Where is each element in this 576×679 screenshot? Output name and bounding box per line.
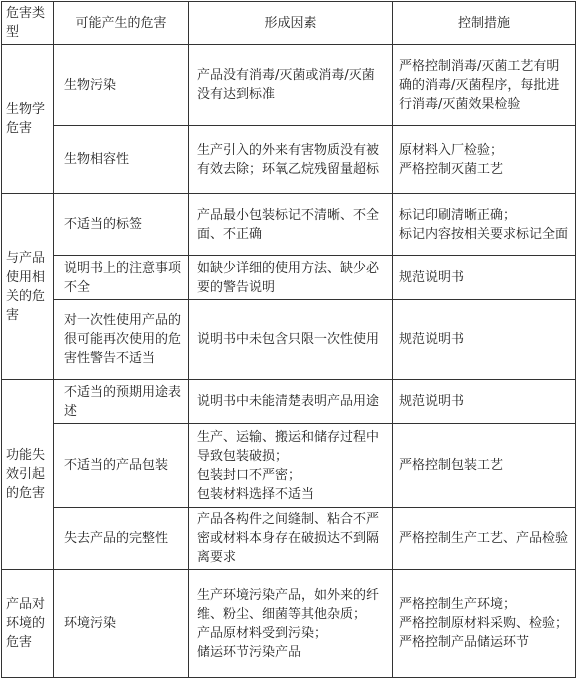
control-line: 原材料入厂检验； — [399, 142, 504, 158]
control-cell: 规范说明书 — [393, 300, 576, 380]
cause-cell — [189, 424, 393, 508]
cause-cell: 生产引入的外来有害物质没有被有效去除；环氧乙烷残留量超标 — [189, 126, 393, 194]
hazard-cell: 不适当的产品包装 — [54, 424, 189, 508]
header-type: 危害类型 — [2, 2, 54, 45]
table-row — [2, 45, 576, 126]
control-cell — [393, 570, 576, 678]
header-cause: 形成因素 — [189, 2, 393, 45]
control-line: 严格控制生产环境； — [399, 597, 517, 612]
cause-cell: 产品没有消毒/灭菌或消毒/灭菌没有达到标准 — [189, 45, 393, 126]
control-line: 严格控制产品储运环节 — [399, 635, 530, 650]
cause-cell — [189, 570, 393, 678]
hazard-cell: 对一次性使用产品的很可能再次使用的危害性警告不适当 — [54, 300, 189, 380]
table-row — [2, 508, 576, 570]
hazard-type-cell: 生物学危害 — [2, 45, 54, 194]
cause-line: 产品原材料受到污染； — [197, 625, 328, 641]
control-cell: 规范说明书 — [393, 380, 576, 424]
hazard-cell: 环境污染 — [54, 570, 189, 678]
control-line: 严格控制灭菌工艺 — [399, 161, 504, 177]
control-cell — [393, 194, 576, 256]
control-cell: 严格控制消毒/灭菌工艺有明确的消毒/灭菌程序，每批进行消毒/灭菌效果检验 — [393, 45, 576, 126]
hazard-cell: 失去产品的完整性 — [54, 508, 189, 570]
table-row — [2, 126, 576, 194]
control-cell — [393, 126, 576, 194]
hazard-type-cell: 功能失效引起的危害 — [2, 380, 54, 570]
cause-line: 生产环境污染产品，如外来的纤维、粉尘、细菌等其他杂质； — [197, 587, 380, 622]
cause-cell: 说明书中未包含只限一次性使用 — [189, 300, 393, 380]
control-line: 标记印刷清晰正确； — [399, 207, 517, 223]
hazard-cell: 不适当的标签 — [54, 194, 189, 256]
hazard-cell: 不适当的预期用途表述 — [54, 380, 189, 424]
cause-line: 生产、运输、搬运和储存过程中导致包装破损； — [197, 429, 380, 464]
table-row — [2, 570, 576, 678]
hazard-type-cell: 产品对环境的危害 — [2, 570, 54, 678]
control-cell: 规范说明书 — [393, 256, 576, 300]
cause-line: 包装封口不严密； — [197, 467, 302, 483]
hazard-cell: 说明书上的注意事项不全 — [54, 256, 189, 300]
hazard-analysis-table — [1, 1, 576, 678]
control-cell: 严格控制包装工艺 — [393, 424, 576, 508]
header-control: 控制措施 — [393, 2, 576, 45]
table-row — [2, 300, 576, 380]
control-cell: 严格控制生产工艺、产品检验 — [393, 508, 576, 570]
hazard-cell: 生物污染 — [54, 45, 189, 126]
cause-cell: 说明书中未能清楚表明产品用途 — [189, 380, 393, 424]
header-row — [2, 2, 576, 45]
header-hazard: 可能产生的危害 — [54, 2, 189, 45]
table-row — [2, 194, 576, 256]
table-row — [2, 424, 576, 508]
cause-cell: 产品各构件之间缝制、粘合不严密或材料本身存在破损达不到隔离要求 — [189, 508, 393, 570]
hazard-type-cell: 与产品使用相关的危害 — [2, 194, 54, 380]
control-line: 严格控制原材料采购、检验； — [399, 616, 569, 631]
cause-cell: 如缺少详细的使用方法、缺少必要的警告说明 — [189, 256, 393, 300]
table-row — [2, 380, 576, 424]
cause-line: 储运环节污染产品 — [197, 644, 302, 660]
table-row — [2, 256, 576, 300]
cause-line: 包装材料选择不适当 — [197, 486, 315, 502]
control-line: 标记内容按相关要求标记全面 — [399, 226, 569, 242]
cause-cell: 产品最小包装标记不清晰、不全面、不正确 — [189, 194, 393, 256]
hazard-cell: 生物相容性 — [54, 126, 189, 194]
